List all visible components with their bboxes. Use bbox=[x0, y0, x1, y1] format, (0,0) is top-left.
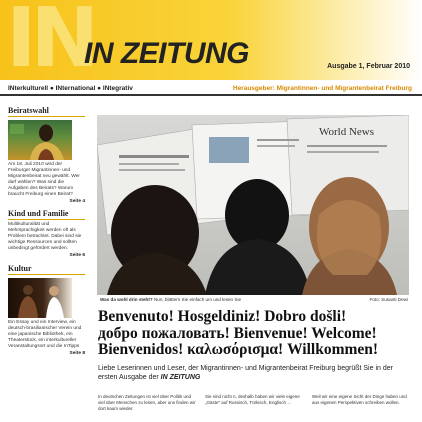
headline-line-1: Benvenuto! Hosgeldiniz! Dobro došli! bbox=[98, 308, 347, 325]
tagline-bar bbox=[0, 82, 422, 96]
article-columns bbox=[98, 394, 414, 422]
lead-text: Liebe Leserinnen und Leser, der Migrantinnen- und Migrantenbeirat Freiburg begrüßt Sie in der ersten Ausgabe der bbox=[98, 365, 393, 381]
section-page-link[interactable]: Seite 4 bbox=[69, 199, 85, 204]
headline-line-3: Bienvenidos! καλωσόρισμα! Willkommen! bbox=[98, 341, 379, 358]
headline-line-2: добро пожаловать! Bienvenue! Welcome! bbox=[98, 324, 377, 342]
section-page-link[interactable]: Seite 6 bbox=[69, 253, 85, 258]
article-column-2: Sie sind nicht n, deshalb haben wir viele eigene „Gäste“ auf Russisch, Türkisch, Englisch … bbox=[205, 394, 300, 405]
section-heading: Kind und Familie bbox=[8, 209, 85, 220]
section-heading: Kultur bbox=[8, 264, 85, 275]
tagline: INterkulturell ● INternational ● INtegrativ bbox=[8, 85, 133, 92]
article-column-3: Weil wir eine eigene Sicht der Dinge haben und aus eigenen Perspektiven schreiben wollen. bbox=[312, 394, 407, 405]
section-heading: Beiratswahl bbox=[8, 106, 85, 117]
caption-text: Nun, blättern Sie einfach um und lesen Sie bbox=[152, 297, 242, 302]
sidebar-photo-performers bbox=[8, 278, 72, 318]
issue-label: Ausgabe 1, Februar 2010 bbox=[327, 63, 410, 70]
caption-bold: Was da wohl drin steht? bbox=[100, 297, 153, 302]
sidebar-section-kultur bbox=[8, 264, 85, 356]
newspaper-masthead-text: World News bbox=[319, 126, 375, 138]
newspaper-title: IN ZEITUNG bbox=[84, 37, 249, 70]
masthead bbox=[0, 0, 422, 80]
lead-brand: IN ZEITUNG bbox=[160, 374, 201, 381]
performers-photo-icon bbox=[8, 278, 72, 318]
photo-credit: Foto: Susanti Dewi bbox=[369, 297, 408, 302]
sidebar-section-beiratswahl bbox=[8, 106, 85, 204]
lead-paragraph bbox=[98, 364, 414, 382]
sidebar-section-kind-und-familie bbox=[8, 209, 85, 258]
section-text: Multikulturalität und Mehrsprachigkeit werden oft als Problem betrachtet. Dabei sind sie wichtige Ressourcen und sollten unbedingt gefördert werden. bbox=[8, 222, 82, 251]
section-text: Am 18. Juli 2010 wird der Freiburger Migrantinnen- und Migrantenbeirat neu gewählt. Wer darf wählen? Was sind die Aufgaben des Beirats? Warum braucht Freiburg einen Beirat? bbox=[8, 162, 80, 197]
publisher-line: Herausgeber: Migrantinnen- und Migrantenbeirat Freiburg bbox=[232, 85, 412, 92]
sidebar bbox=[8, 106, 85, 422]
readers-photo-icon bbox=[97, 115, 409, 295]
masthead-big-letters: IN bbox=[6, 0, 94, 80]
section-text: Ein Essay und ein Interview, ein deutsch-brasilianischer Verein und eine japanische Bibliothek, ein Theaterstück, ein interkultureller Veranstaltungsort und die InTipps bbox=[8, 320, 82, 349]
section-page-link[interactable]: Seite 8 bbox=[69, 351, 85, 356]
person-photo-icon bbox=[8, 120, 72, 160]
sidebar-photo-man bbox=[8, 120, 72, 160]
photo-caption bbox=[100, 297, 408, 302]
welcome-headline bbox=[98, 309, 414, 359]
main-photo bbox=[97, 115, 409, 295]
article-column-1: In deutschen Zeitungen ist viel über Politik und viel über Menschen zu lesen, aber uns finden wir dort kaum wieder. bbox=[98, 394, 196, 411]
